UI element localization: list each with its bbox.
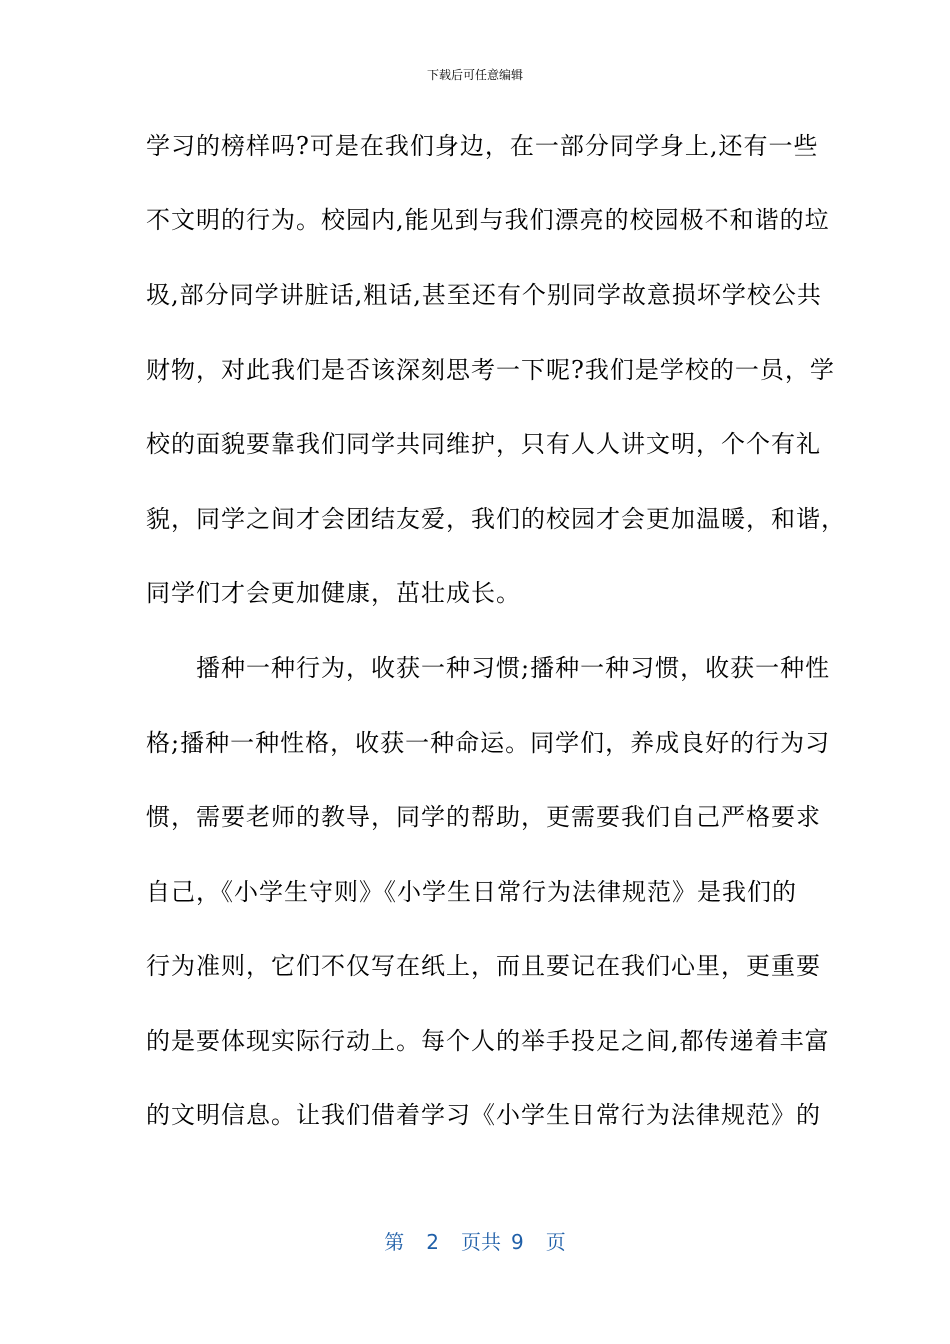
text-line: 播种一种行为，收获一种习惯;播种一种习惯，收获一种性	[146, 654, 831, 682]
text-line: 的文明信息。让我们借着学习《小学生日常行为法律规范》的	[146, 1101, 821, 1129]
footer-suffix: 页	[545, 1230, 566, 1254]
text-line: 同学们才会更加健康，茁壮成长。	[146, 579, 521, 607]
text-line: 惯，需要老师的教导，同学的帮助，更需要我们自己严格要求	[146, 803, 821, 831]
footer-total-pages: 9	[511, 1230, 524, 1254]
footer-page-number: 2	[426, 1230, 439, 1254]
text-line: 财物，对此我们是否该深刻思考一下呢?我们是学校的一员，学	[146, 356, 835, 384]
text-line: 自己，《小学生守则》《小学生日常行为法律规范》是我们的	[146, 878, 797, 906]
text-line: 学习的榜样吗?可是在我们身边，在一部分同学身上,还有一些	[146, 132, 819, 160]
text-line: 格;播种一种性格，收获一种命运。同学们，养成良好的行为习	[146, 729, 831, 757]
text-line: 行为准则，它们不仅写在纸上，而且要记在我们心里，更重要	[146, 952, 821, 980]
footer-middle: 页共	[461, 1230, 501, 1254]
page-footer	[0, 1226, 950, 1255]
page-header: 下载后可任意编辑	[426, 68, 523, 82]
text-line: 不文明的行为。校园内,能见到与我们漂亮的校园极不和谐的垃	[146, 206, 830, 234]
footer-prefix: 第	[384, 1230, 405, 1254]
text-line: 圾,部分同学讲脏话,粗话,甚至还有个别同学故意损坏学校公共	[146, 281, 822, 309]
text-line: 的是要体现实际行动上。每个人的举手投足之间,都传递着丰富	[146, 1027, 830, 1055]
text-line: 貌，同学之间才会团结友爱，我们的校园才会更加温暖，和谐，	[146, 505, 846, 533]
text-line: 校的面貌要靠我们同学共同维护，只有人人讲文明，个个有礼	[146, 430, 821, 458]
